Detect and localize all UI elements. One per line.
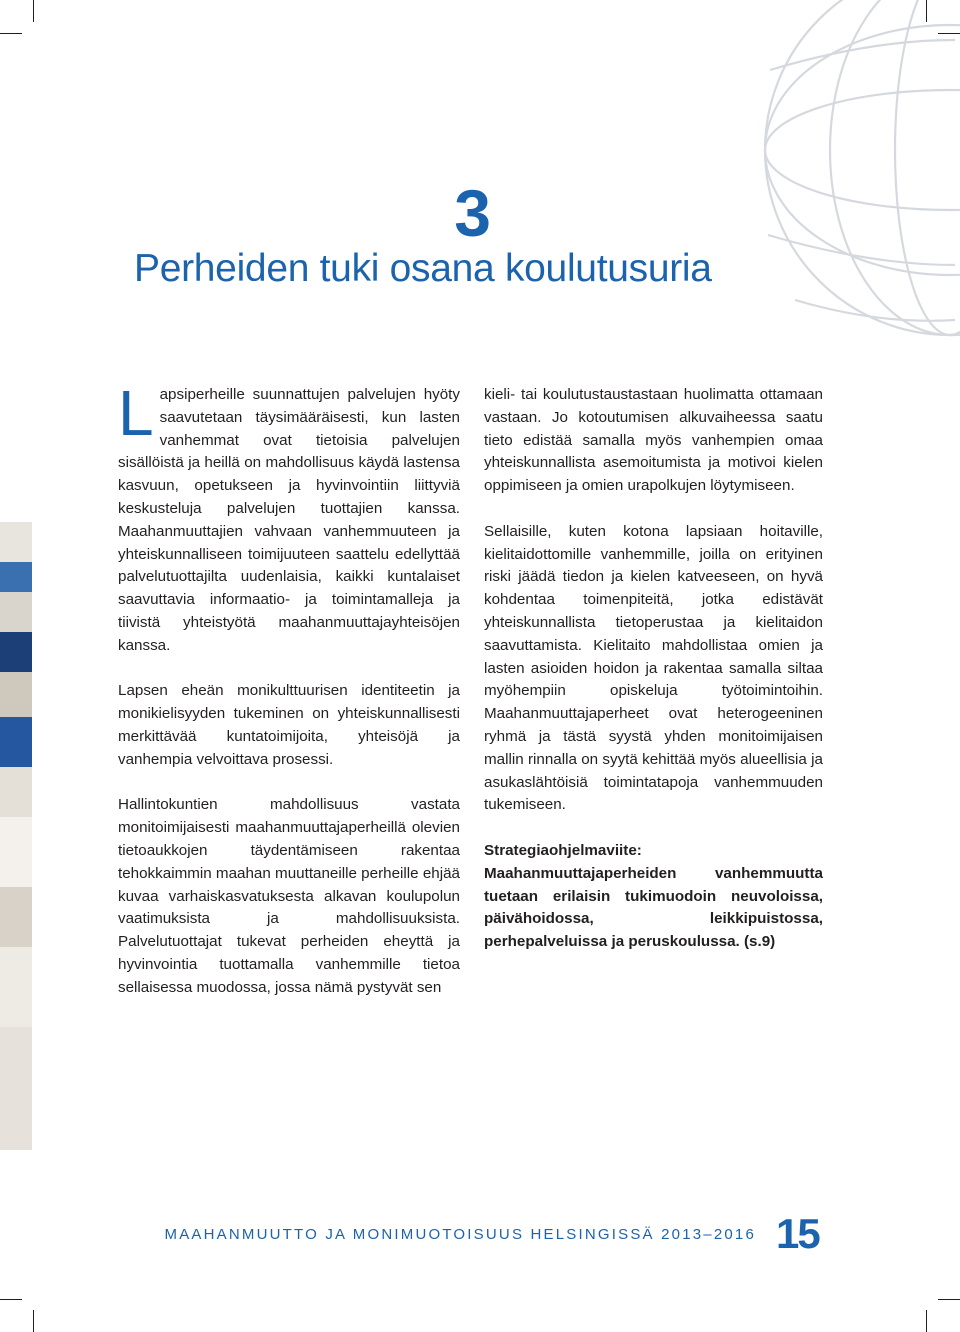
publication-title: MAAHANMUUTTO JA MONIMUOTOISUUS HELSINGISSÄ 2013–2016	[164, 1226, 756, 1243]
left-column	[118, 377, 460, 1022]
right-column	[484, 384, 823, 977]
paragraph: kieli- tai koulutustaustastaan huolimatta ottamaan vastaan. Jo kotoutumisen alkuvaiheessa saatu tieto edistää samalla myös vanhempien omaa yhteiskunnallista asemoitumista ja motivoi kielen oppimiseen ja omien urapolkujen löytymiseen.	[484, 386, 823, 495]
chapter-number: 3	[454, 176, 490, 250]
paragraph-text: apsiperheille suunnattujen palvelujen hyöty saavutetaan täysimääräisesti, kun lasten vanhemmat ovat tietoisia palvelujen sisällöistä ja heillä on mahdollisuus käydä lastensa kasvuun, opetukseen ja hyvinvointiin liittyviä keskusteluja palvelujen tuottajien kanssa. Maahanmuuttajien vahvaan vanhemmuuteen ja yhteiskunnalliseen toimijuuteen saattelu edellyttää palvelutuottajilta uudenlaisia, kaikki kuntalaiset saavuttavia informaatio- ja toimintamalleja ja tiivistä yhteistyötä maahanmuuttajayhteisöjen kanssa.	[118, 386, 460, 654]
crop-mark-top-left-v	[33, 0, 34, 22]
paragraph: Lapsen eheän monikulttuurisen identiteetin ja monikielisyyden tukeminen on yhteiskunnallisesti merkittävää kuntatoimijoita, yhteisöjä ja vanhempia velvoittava prosessi.	[118, 682, 460, 768]
chapter-title: Perheiden tuki osana koulutusuria	[134, 247, 712, 290]
drop-cap: L	[118, 377, 154, 449]
crop-mark-bottom-left-v	[33, 1310, 34, 1332]
photo-strip	[0, 522, 32, 1150]
crop-mark-bottom-left-h	[0, 1299, 22, 1300]
crop-mark-top-left-h	[0, 33, 22, 34]
paragraph: Sellaisille, kuten kotona lapsiaan hoitaville, kielitaidottomille vanhemmille, joilla on erityinen riski jäädä tiedon ja kielen katveeseen, on hyvä kohdentaa toimenpiteitä, jotka edistävät yhteiskunnallista tietoperustaa ja kielitaidon saavuttamista. Kielitaito mahdollistaa omien ja lasten asioiden hoidon ja rakentaa samalla siltaa myöhempiin opiskeluja työtoimintoihin. Maahanmuuttajaperheet ovat heterogeeninen ryhmä ja tästä syystä yhden monitoimijaisen mallin rinnalla on syytä kehittää myös alueellisia ja asukaslähtöisiä toimintatapoja vanhemmuuden tukemiseen.	[484, 522, 823, 814]
paragraph: Hallintokuntien mahdollisuus vastata monitoimijaisesti maahanmuuttajaperheillä olevien tietoaukkojen täydentämiseen rakentaa tehokkaimmin maahan muuttaneille perheille ehjää kuvaa varhaiskasvatuksesta alkavan koulupolun vaatimuksista ja mahdollisuuksista. Palvelutuottajat tukevat perheiden eheyttä ja hyvinvointia tuottamalla vanhemmille tietoa sellaisessa muodossa, jossa nämä pystyvät sen	[118, 796, 460, 996]
paragraph	[118, 377, 460, 658]
page-number: 15	[776, 1210, 819, 1257]
crop-mark-bottom-right-h	[938, 1299, 960, 1300]
crop-mark-bottom-right-v	[926, 1310, 927, 1332]
strategy-reference: Strategiaohjelmaviite: Maahanmuuttajaperheiden vanhemmuutta tuetaan erilaisin tukimuodoin neuvoloissa, päivähoidossa, leikkipuistossa, perhepalveluissa ja peruskoulussa. (s.9)	[484, 841, 823, 951]
